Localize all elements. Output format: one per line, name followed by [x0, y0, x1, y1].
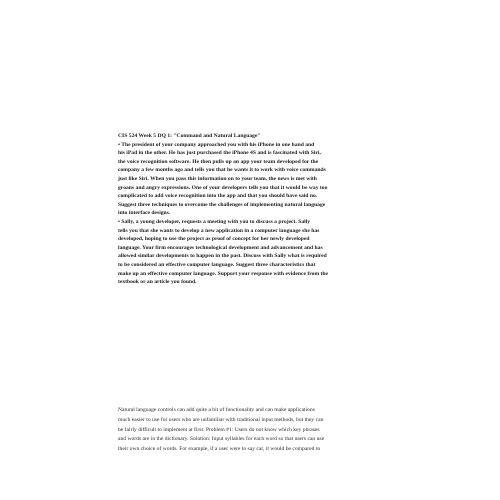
- question-line: allowed similar developments to happen in the past. Discuss with Sally what is required: [118, 253, 327, 260]
- question-title: CIS 524 Week 5 DQ 1: "Command and Natural Language": [118, 133, 261, 139]
- question-line: company a few months ago and tells you that he wants it to work with voice commands: [118, 167, 326, 174]
- question-line: just like Siri. When you pass this information on to your team, the news is met with: [118, 175, 317, 182]
- answer-line: be fairly difficult to implement at first. Problem #1: Users do not know which key phrases: [118, 426, 320, 433]
- question-line: make up an effective computer language. Support your response with evidence from the: [118, 270, 329, 277]
- answer-line: their own choice of words. For example, if a user were to say car, it would be compared to: [118, 446, 321, 453]
- question-line: developed, hoping to use the project as proof of concept for her newly developed: [118, 236, 310, 243]
- discussion-question: [118, 132, 380, 287]
- question-line: • The president of your company approached you with his iPhone in one hand and: [118, 141, 315, 148]
- question-line: to be considered an effective computer language. Suggest three characteristics that: [118, 261, 316, 268]
- question-line: textbook or an article you found.: [118, 279, 197, 286]
- question-line: complicated to add voice recognition into the app and that you should have said no.: [118, 193, 318, 200]
- question-line: groans and angry expressions. One of your developers tells you that it would be way too: [118, 184, 328, 191]
- question-line: Suggest three techniques to overcome the challenges of implementing natural language: [118, 201, 326, 208]
- question-line: tells you that she wants to develop a new application in a computer language she has: [118, 227, 320, 234]
- question-line: into interface designs.: [118, 210, 171, 217]
- answer-line: and words are in the dictionary. Solution: Input syllables for each word so that users can use: [118, 436, 325, 443]
- question-line: the voice recognition software. He then pulls up an app your team developed for the: [118, 158, 319, 165]
- question-line: language. Your firm encourages technological development and advancement and has: [118, 244, 323, 251]
- question-line: his iPad in the other. He has just purchased the iPhone 4S and is fascinated with Siri,: [118, 150, 321, 157]
- question-line: • Sally, a young developer, requests a meeting with you to discuss a project. Sally: [118, 218, 311, 225]
- answer-line: much easier to use for users who are unfamiliar with traditional input methods, but they can: [118, 416, 324, 423]
- answer-text: [118, 406, 392, 455]
- answer-line: Natural language controls can add quite a bit of functionality and can make applications: [118, 407, 315, 413]
